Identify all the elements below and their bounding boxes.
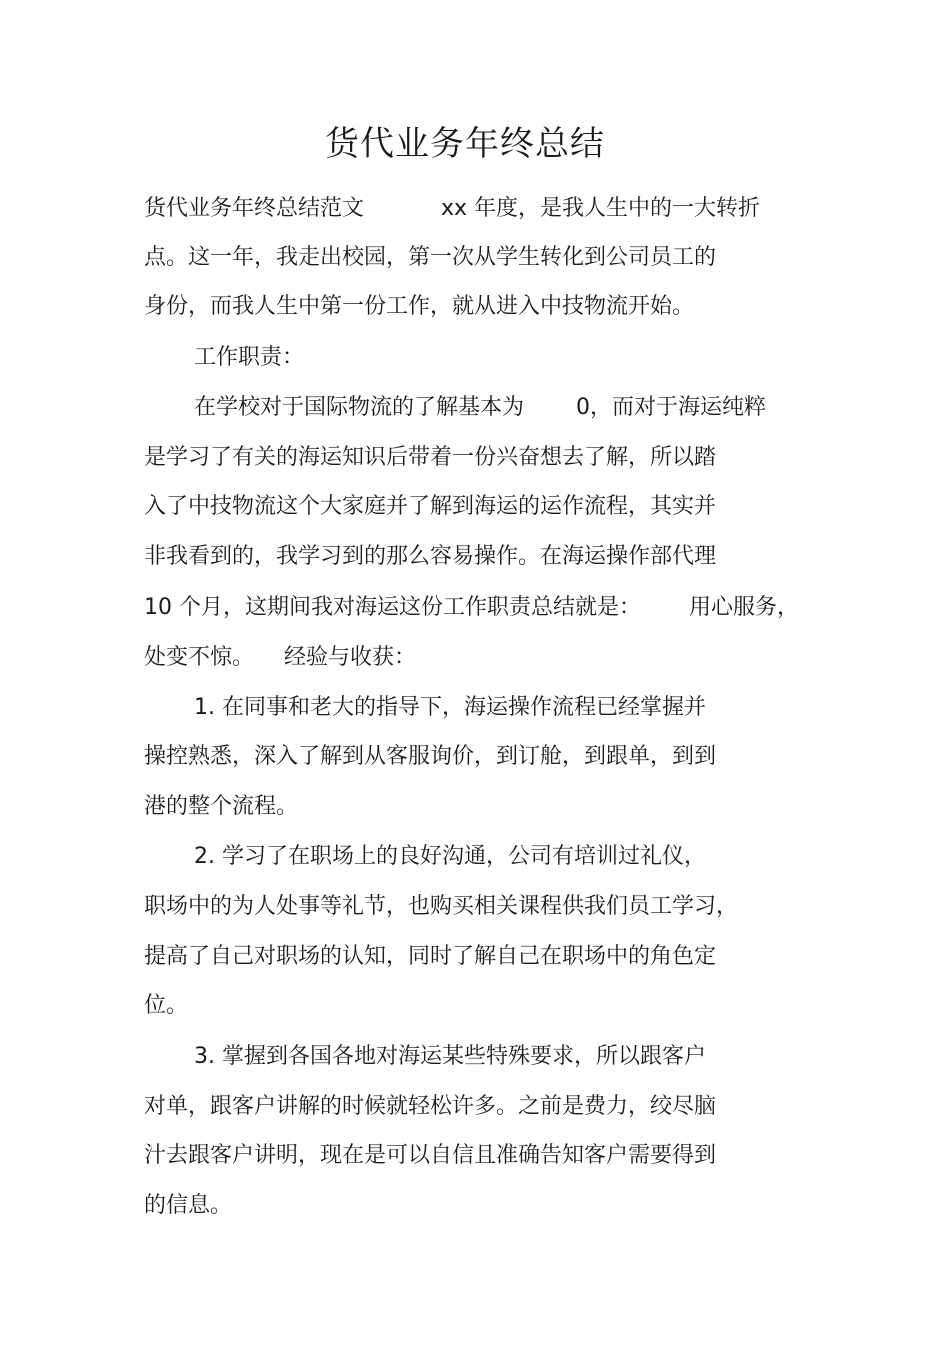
paragraph-line: 操控熟悉，深入了解到从客服询价，到订舱，到跟单，到到 [144, 744, 717, 769]
line-text: 10 个月，这期间我对海运这份工作职责总结就是： [144, 595, 641, 620]
list-item: 2. 学习了在职场上的良好沟通，公司有培训过礼仪， [194, 844, 706, 869]
line-text: 用心服务， [689, 595, 800, 620]
paragraph-line: 入了中技物流这个大家庭并了解到海运的运作流程，其实并 [144, 494, 717, 519]
list-item: 3. 掌握到各国各地对海运某些特殊要求，所以跟客户 [194, 1044, 706, 1069]
paragraph-line [144, 643, 416, 673]
paragraph-line: 的信息。 [144, 1193, 233, 1218]
line-text: 0，而对于海运纯粹 [576, 395, 767, 420]
paragraph-line [144, 194, 760, 224]
line-text: 货代业务年终总结范文 [144, 196, 365, 221]
paragraph-line: 位。 [144, 993, 189, 1018]
paragraph-line [194, 393, 766, 423]
paragraph-line: 提高了自己对职场的认知，同时了解自己在职场中的角色定 [144, 944, 717, 969]
paragraph-line: 身份，而我人生中第一份工作，就从进入中技物流开始。 [144, 294, 695, 319]
paragraph-line: 对单，跟客户讲解的时候就轻松许多。之前是费力，绞尽脑 [144, 1094, 717, 1119]
document-title: 货代业务年终总结 [325, 124, 605, 164]
paragraph-line [144, 593, 799, 623]
line-text: xx 年度，是我人生中的一大转折 [441, 196, 761, 221]
line-text: 经验与收获： [284, 645, 417, 670]
list-item: 1. 在同事和老大的指导下，海运操作流程已经掌握并 [194, 695, 706, 720]
paragraph-line: 非我看到的，我学习到的那么容易操作。在海运操作部代理 [144, 544, 717, 569]
paragraph-line: 职场中的为人处事等礼节，也购买相关课程供我们员工学习， [144, 894, 739, 919]
section-heading: 工作职责： [194, 345, 305, 370]
line-text: 在学校对于国际物流的了解基本为 [194, 395, 525, 420]
paragraph-line: 汁去跟客户讲明，现在是可以自信且准确告知客户需要得到 [144, 1143, 717, 1168]
paragraph-line: 港的整个流程。 [144, 794, 299, 819]
paragraph-line: 点。这一年，我走出校园，第一次从学生转化到公司员工的 [144, 245, 717, 270]
paragraph-line: 是学习了有关的海运知识后带着一份兴奋想去了解，所以踏 [144, 445, 717, 470]
line-text: 处变不惊。 [144, 645, 255, 670]
